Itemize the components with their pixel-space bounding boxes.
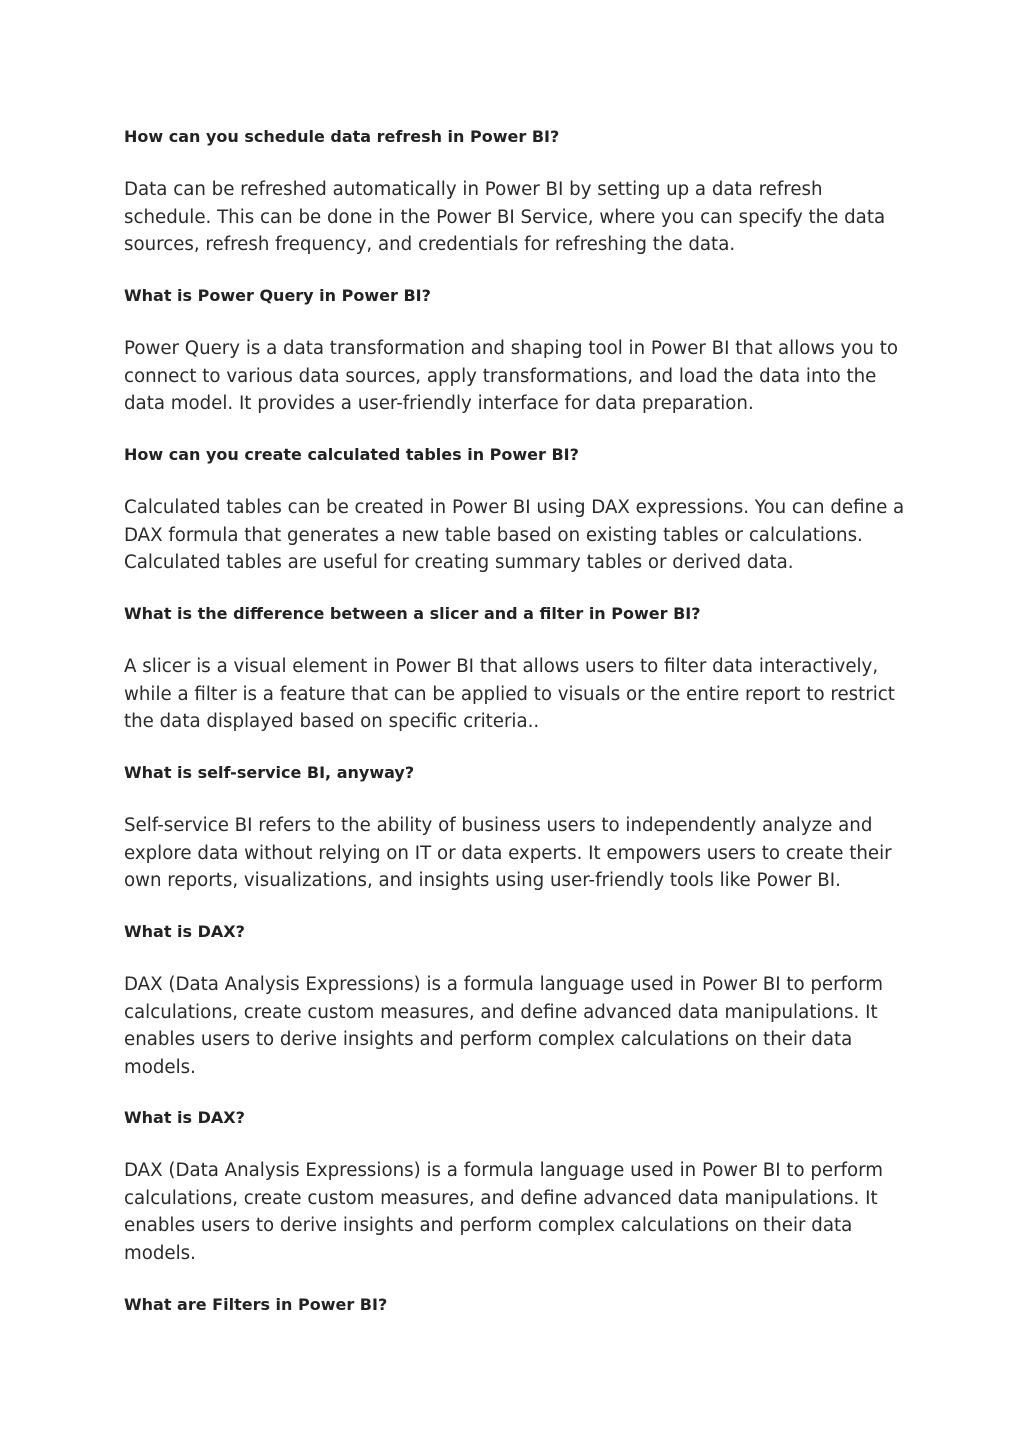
answer-line: DAX (Data Analysis Expressions) is a formula language used in Power BI to perform — [124, 974, 883, 995]
answer-line: A slicer is a visual element in Power BI that allows users to filter data interactively, — [124, 656, 879, 677]
answer-paragraph — [124, 1157, 914, 1267]
question-text: How can you schedule data refresh in Power BI? — [124, 127, 560, 146]
question-text: How can you create calculated tables in Power BI? — [124, 445, 579, 464]
answer-line: calculations, create custom measures, and define advanced data manipulations. It — [124, 1187, 878, 1209]
answer-line: sources, refresh frequency, and credentials for refreshing the data. — [124, 234, 736, 255]
answer-line: Calculated tables are useful for creating summary tables or derived data. — [124, 552, 794, 573]
answer-line: explore data without relying on IT or data experts. It empowers users to create their — [124, 842, 892, 864]
answer-line: enables users to derive insights and perform complex calculations on their data — [124, 1029, 853, 1050]
answer-line: DAX formula that generates a new table based on existing tables or calculations. — [124, 524, 863, 546]
answer-line: models. — [124, 1242, 196, 1264]
answer-line: schedule. This can be done in the Power BI Service, where you can specify the data — [124, 206, 886, 228]
answer-line: connect to various data sources, apply transformations, and load the data into the — [124, 365, 877, 387]
answer-line: DAX (Data Analysis Expressions) is a formula language used in Power BI to perform — [124, 1160, 883, 1181]
answer-line: Self-service BI refers to the ability of business users to independently analyze and — [124, 815, 873, 836]
answer-paragraph — [124, 971, 914, 1081]
question-text: What are Filters in Power BI? — [124, 1295, 388, 1314]
answer-paragraph — [124, 494, 914, 577]
answer-paragraph — [124, 176, 914, 259]
answer-line: Power Query is a data transformation and shaping tool in Power BI that allows you to — [124, 338, 898, 359]
answer-line: while a filter is a feature that can be applied to visuals or the entire report to restrict — [124, 683, 895, 705]
answer-line: Data can be refreshed automatically in Power BI by setting up a data refresh — [124, 179, 823, 200]
answer-paragraph — [124, 812, 914, 895]
answer-line: enables users to derive insights and perform complex calculations on their data — [124, 1215, 853, 1236]
question-text: What is DAX? — [124, 922, 245, 941]
answer-line: own reports, visualizations, and insights using user-friendly tools like Power BI. — [124, 870, 841, 891]
answer-line: the data displayed based on specific criteria.. — [124, 711, 540, 732]
answer-paragraph — [124, 335, 914, 418]
question-text: What is Power Query in Power BI? — [124, 286, 431, 305]
question-text: What is DAX? — [124, 1108, 245, 1127]
answer-line: data model. It provides a user-friendly interface for data preparation. — [124, 393, 754, 414]
question-text: What is the difference between a slicer and a filter in Power BI? — [124, 604, 701, 623]
question-text: What is self-service BI, anyway? — [124, 763, 415, 782]
answer-line: models. — [124, 1056, 196, 1078]
answer-line: Calculated tables can be created in Power BI using DAX expressions. You can define a — [124, 497, 905, 518]
answer-line: calculations, create custom measures, and define advanced data manipulations. It — [124, 1001, 878, 1023]
answer-paragraph — [124, 653, 914, 736]
